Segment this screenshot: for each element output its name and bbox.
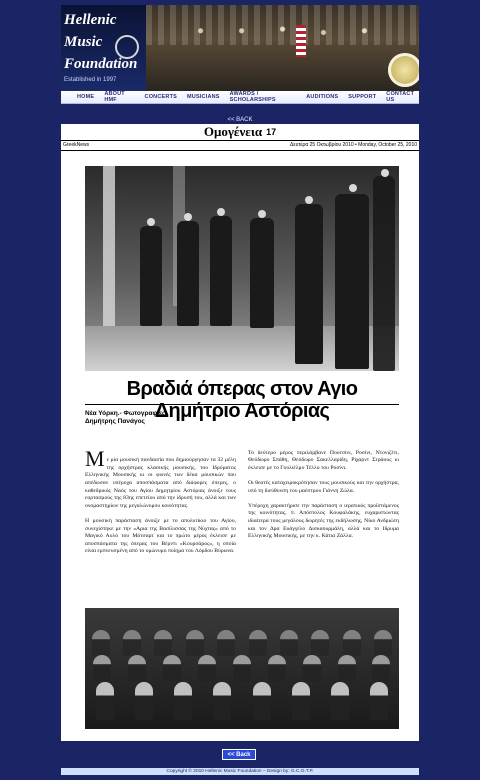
photo-person xyxy=(253,682,271,720)
footer-text: Copyright © 2010 Hellenic Music Foundation – Design by: G.C.O.T.P. xyxy=(166,769,314,774)
site-header xyxy=(61,5,419,91)
logo-line-1: Hellenic xyxy=(64,12,117,28)
photo-person xyxy=(93,655,111,681)
headline-rule xyxy=(85,404,399,405)
photo-person xyxy=(128,655,146,681)
main-nav xyxy=(61,91,419,104)
photo-face xyxy=(305,196,313,204)
photo-performer xyxy=(177,221,199,326)
established-text: Established in 1997 xyxy=(64,77,117,83)
nav-item-awards[interactable]: AWARDS / SCHOLARSHIPS xyxy=(229,91,276,103)
header-photo-highlights xyxy=(146,5,419,45)
photo-face xyxy=(381,169,389,177)
article-column-1-text: ε μία μουσική πανδαισία που δημιούργησαν τα 32 μέλη της ορχήστρας κλασικής μουσικής, του Ιδρύματος Ελληνικής Μουσικής κι οι φωνές των δέκα μουσικών που απέδωσαν υπέροχα αποσπάσματα από διάφορες όπερες, ο καθεδρικός Ναός του Αγίου Δημητρίου Αστόριας άνοιξε τους εορτασμούς της 83ης επετείου από την ίδρυσή του, αλλά και των ονομαστηρίων της μεγαλώνυμου κοινότητας. Η μουσική παράσταση άνοιξε με το απολυτίκιο του Αγίου, συνεχίστηκε με την «Αρια της Βασίλισσας της Νύχτας» από το Μαγικό Αυλό του Μότσαρτ και το πρώτο μέρος έκλεισε με αποσπάσματα της όπερας του Βέρντι «Κουρσάρος», η οποία είναι εμπνευσμένη από το ομώνυμο ποίημα του Λόρδου Βύρωνα. xyxy=(85,457,236,555)
footer xyxy=(61,768,419,775)
photo-face xyxy=(147,218,155,226)
photo-person xyxy=(174,682,192,720)
photo-performer xyxy=(140,226,162,326)
photo-person xyxy=(338,655,356,681)
photo-pillar xyxy=(103,166,115,326)
flag-icon xyxy=(296,25,306,57)
photo-crowd-row xyxy=(85,680,399,720)
photo-person xyxy=(213,682,231,720)
photo-person xyxy=(372,655,390,681)
nav-item-contact[interactable]: CONTACT US xyxy=(386,91,415,103)
nav-item-auditions[interactable]: AUDITIONS xyxy=(306,94,339,100)
nav-item-support[interactable]: SUPPORT xyxy=(348,94,377,100)
article-column-2 xyxy=(248,442,399,592)
logo-seal-icon xyxy=(115,35,139,59)
photo-performer xyxy=(295,204,323,364)
section-name: GreekNews xyxy=(63,142,90,148)
photo-audience xyxy=(85,608,399,729)
header-photo-band xyxy=(146,5,419,91)
photo-face xyxy=(349,184,357,192)
photo-performer xyxy=(335,194,369,369)
gold-seal-icon xyxy=(388,53,419,87)
logo-line-3: Foundation xyxy=(64,56,138,72)
photo-person xyxy=(370,682,388,720)
photo-face xyxy=(184,213,192,221)
article-columns xyxy=(85,442,399,592)
masthead xyxy=(61,124,419,141)
page-number: 17 xyxy=(266,127,277,137)
photo-crowd-row xyxy=(85,628,399,656)
photo-person xyxy=(233,655,251,681)
photo-performer xyxy=(210,216,232,326)
photo-crowd-row xyxy=(85,653,399,681)
photo-person xyxy=(198,655,216,681)
nav-item-musicians[interactable]: MUSICIANS xyxy=(187,94,220,100)
photo-performer xyxy=(373,176,395,371)
article-headline: Βραδιά όπερας στον Αγιο Δημήτριο Αστόριας xyxy=(126,378,358,422)
issue-date: Δευτέρα 25 Οκτωβρίου 2010 • Monday, October 25, 2010 xyxy=(290,142,417,148)
photo-person xyxy=(268,655,286,681)
article-column-1 xyxy=(85,442,236,592)
article-dropcap: Μ xyxy=(85,445,105,471)
back-button[interactable]: << Back xyxy=(222,749,256,760)
photo-person xyxy=(135,682,153,720)
photo-performer xyxy=(250,218,274,328)
newspaper-page xyxy=(61,124,419,741)
nav-item-home[interactable]: HOME xyxy=(77,94,95,100)
article-column-2-text: Το δεύτερο μέρος περιλάμβανε Πουτσίνι, Ροσίνι, Ντονιζέτι, Θεόδωρο Σπάθη, Θεόδωρο Σακελλαρίδη, Ρίχαρντ Στράους κι έκλεισε με το Γουλιέλμο Τέλλο του Ροσίνι. Οι θεατές καταχειροκρότησαν τους μουσικούς και την ορχήστρα, υπό τη διεύθυνση του μαέστρου Γιάννη Ζώλα. Υπέροχη χαρακτήρισε την παράσταση ο ιερατικός προϊστάμενος της κοινότητας, π. Απόστολος Κουφαλάκης, ευχαριστώντας ιδιαίτερα τους μεγάλους δωρητές της εκδήλωσης, Νίκο Ανδριώτη και τον Δρα Ευάγγελο Δισκαουρμάλη, αλλά και το Ιδρυμα Ελληνικής Μουσικής, με την κ. Κάτια Ζάλλα. xyxy=(248,449,399,540)
photo-person xyxy=(292,682,310,720)
newspaper-subbar xyxy=(61,140,419,151)
article-byline: Νέα Υόρκη.- Φωτογραφίες: Δημήτρης Πανάγος xyxy=(85,410,168,425)
photo-face xyxy=(258,210,266,218)
photo-person xyxy=(163,655,181,681)
logo-line-2: Music xyxy=(64,34,103,50)
logo[interactable] xyxy=(61,5,146,91)
photo-face xyxy=(217,208,225,216)
masthead-title: Ομογένεια xyxy=(203,124,263,139)
nav-item-about[interactable]: ABOUT HMF xyxy=(104,91,125,103)
photo-person xyxy=(96,682,114,720)
photo-person xyxy=(303,655,321,681)
back-link-top[interactable]: << BACK xyxy=(227,117,253,123)
photo-person xyxy=(331,682,349,720)
nav-item-concerts[interactable]: CONCERTS xyxy=(144,94,177,100)
photo-opera-performance xyxy=(85,166,399,371)
